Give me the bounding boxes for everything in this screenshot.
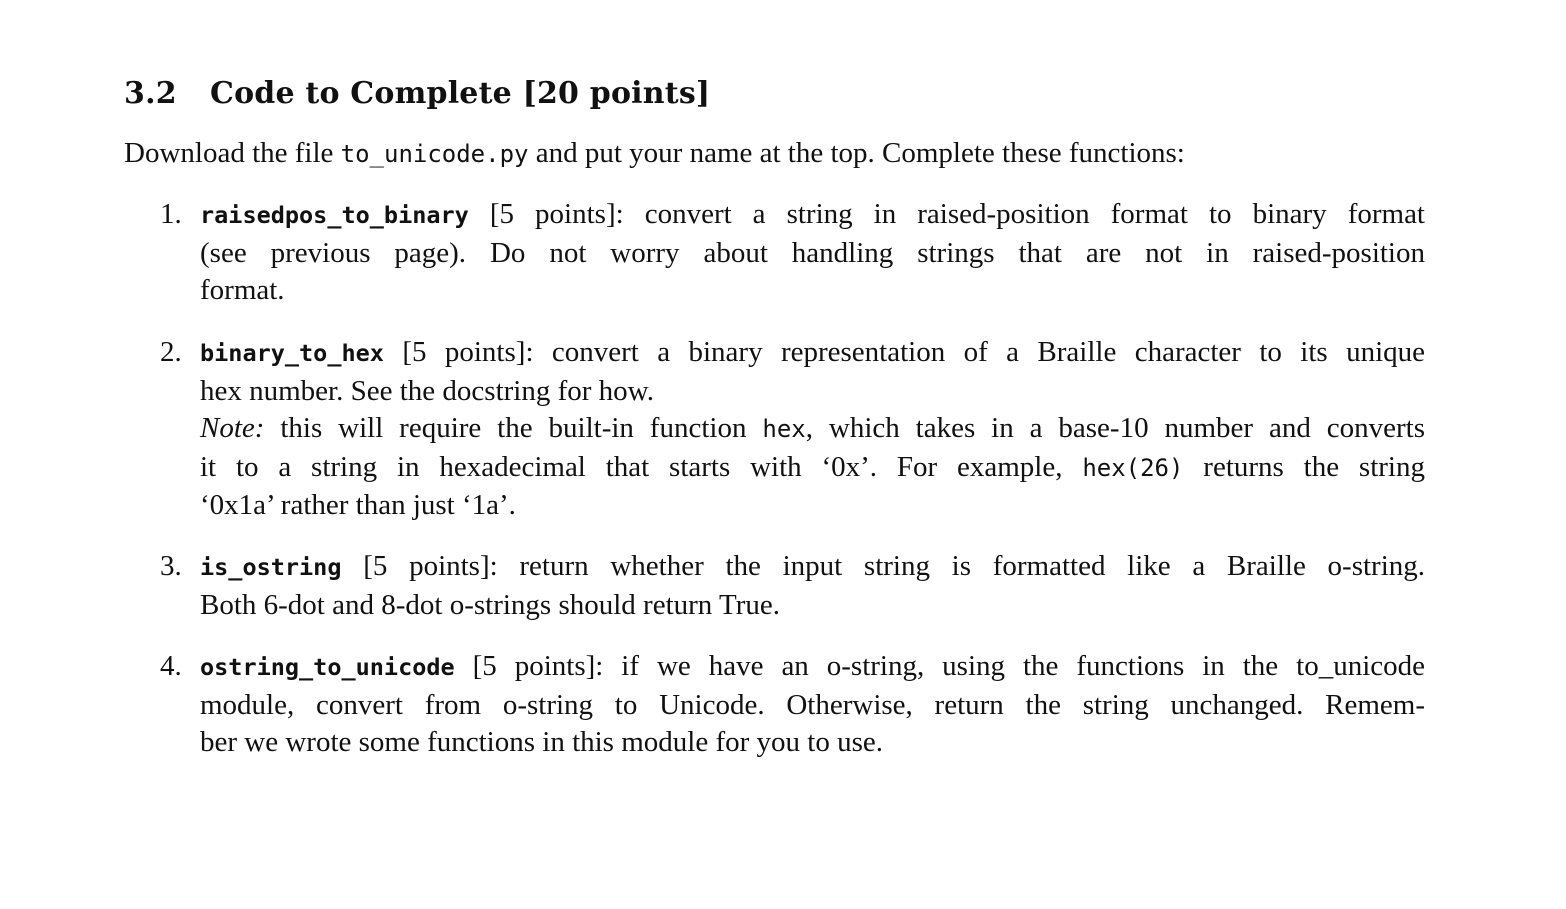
item-line — [200, 196, 1425, 235]
list-item-4 — [160, 648, 1425, 762]
item-text: : if we have an o-string, using the functions in the to_unicode — [595, 650, 1425, 682]
list-marker: 2. — [160, 336, 182, 368]
item-line: Both 6-dot and 8-dot o-strings should return True. — [200, 588, 780, 621]
note-text: returns the string — [1183, 450, 1425, 483]
intro-paragraph — [124, 135, 1424, 174]
points-label: [5 points] — [363, 550, 490, 582]
note-text: this will require the built-in function — [264, 412, 763, 445]
item-line — [200, 648, 1425, 687]
list-item-2 — [160, 334, 1425, 525]
inline-code: hex(26) — [1082, 453, 1184, 482]
note-line: ‘0x1a’ rather than just ‘1a’. — [200, 489, 516, 522]
note-text: , which takes in a base-10 number and converts — [805, 412, 1425, 445]
item-line: module, convert from o-string to Unicode. Otherwise, return the string unchanged. Remem- — [200, 688, 1425, 721]
points-label: [5 points] — [489, 198, 616, 230]
list-item-body — [200, 196, 1425, 310]
item-line — [200, 548, 1425, 587]
list-marker: 3. — [160, 550, 182, 582]
section-title: Code to Complete [20 points] — [210, 76, 711, 111]
inline-code: hex — [762, 415, 806, 444]
intro-filename: to_unicode.py — [340, 140, 529, 168]
list-item-1 — [160, 196, 1425, 310]
function-name: binary_to_hex — [200, 339, 384, 367]
function-name: is_ostring — [200, 553, 342, 581]
list-item-body — [200, 334, 1425, 525]
points-label: [5 points] — [402, 336, 526, 368]
item-line: ber we wrote some functions in this module for you to use. — [200, 726, 883, 759]
note-line — [200, 410, 1425, 449]
item-line: hex number. See the docstring for how. — [200, 374, 654, 407]
note-line — [200, 449, 1425, 488]
item-text: : convert a binary representation of a Braille character to its unique — [525, 336, 1425, 368]
item-line — [200, 334, 1425, 373]
note-text: it to a string in hexadecimal that starts with ‘0x’. For example, — [200, 450, 1083, 483]
function-name: ostring_to_unicode — [200, 653, 455, 681]
list-item-body — [200, 548, 1425, 624]
list-marker: 4. — [160, 650, 182, 682]
item-text: : convert a string in raised-position format to binary format — [615, 198, 1425, 230]
section-number: 3.2 — [124, 76, 177, 111]
item-line: format. — [200, 274, 285, 307]
item-line: (see previous page). Do not worry about handling strings that are not in raised-position — [200, 236, 1425, 269]
points-label: [5 points] — [472, 650, 596, 682]
function-name: raisedpos_to_binary — [200, 201, 469, 229]
list-item-3 — [160, 548, 1425, 624]
section-heading — [124, 74, 710, 114]
list-item-body — [200, 648, 1425, 762]
intro-text-before: Download the file — [124, 137, 341, 169]
item-text: : return whether the input string is formatted like a Braille o-string. — [489, 550, 1426, 582]
list-marker: 1. — [160, 198, 182, 230]
note-label: Note: — [200, 412, 265, 445]
intro-text-after: and put your name at the top. Complete these functions: — [528, 137, 1185, 169]
